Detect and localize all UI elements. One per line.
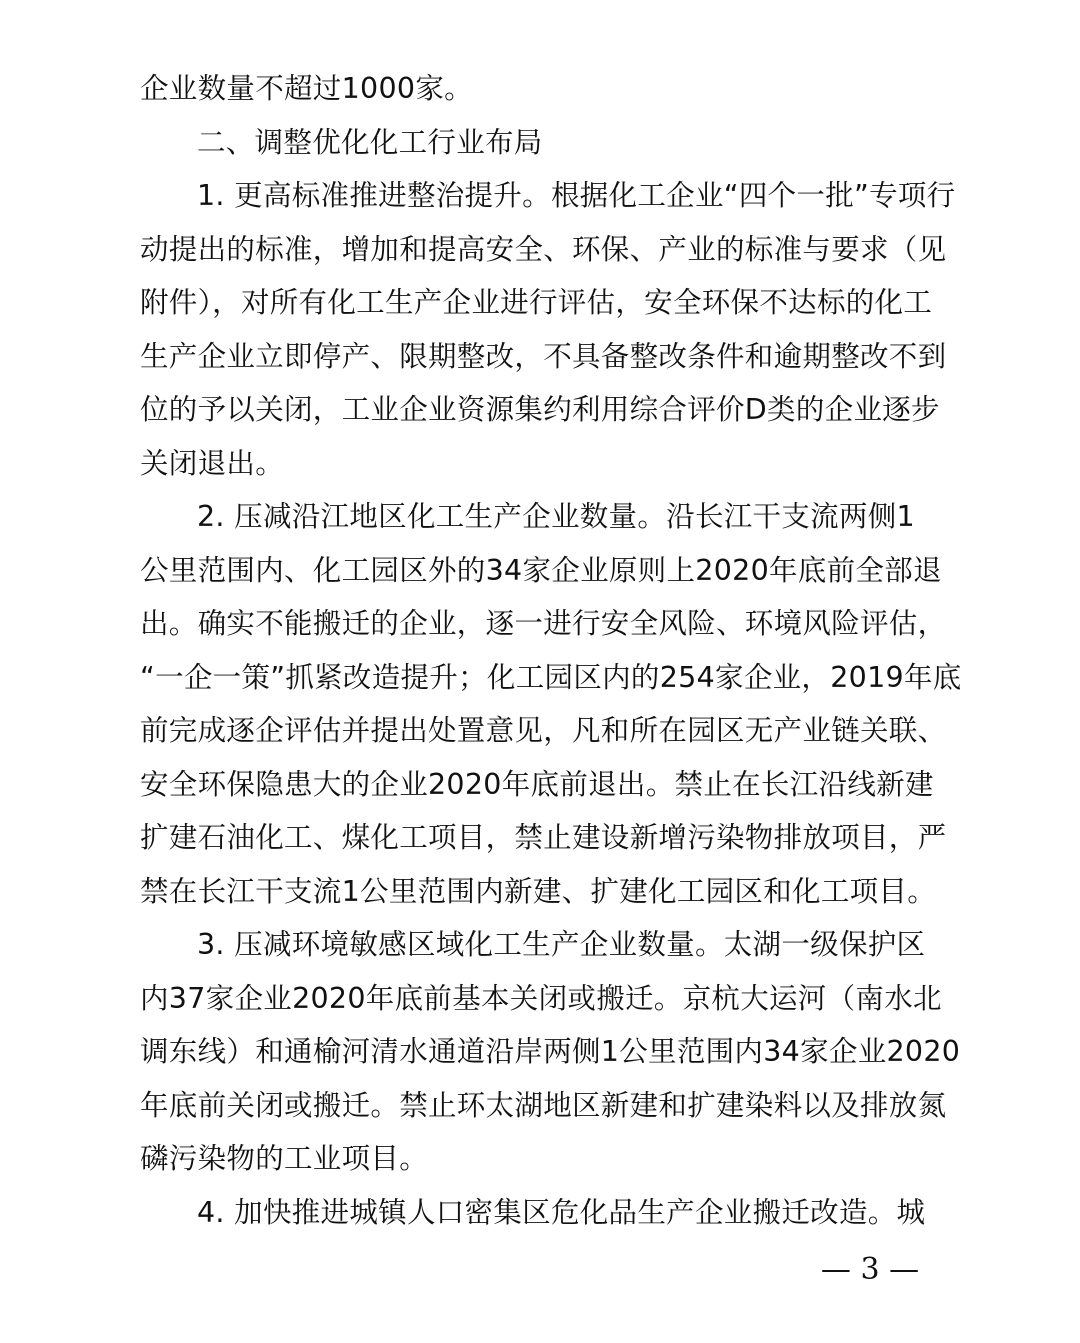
text-line: 年底前关闭或搬迁。禁止环太湖地区新建和扩建染料以及排放氮 bbox=[140, 1088, 947, 1122]
text-line: 扩建石油化工、煤化工项目，禁止建设新增污染物排放项目，严 bbox=[140, 821, 947, 854]
paragraph-1-start: 1. 更高标准推进整治提升。根据化工企业“四个一批”专项行 bbox=[197, 179, 956, 212]
text-line: 关闭退出。 bbox=[140, 446, 285, 480]
text-line: 禁在长江干支流1公里范围内新建、扩建化工园区和化工项目。 bbox=[140, 874, 937, 908]
paragraph-2-start: 2. 压减沿江地区化工生产企业数量。沿长江干支流两侧1 bbox=[197, 500, 915, 533]
text-line: 磷污染物的工业项目。 bbox=[140, 1142, 429, 1175]
paragraph-4-start: 4. 加快推进城镇人口密集区危化品生产企业搬迁改造。城 bbox=[197, 1195, 926, 1229]
text-line: 生产企业立即停产、限期整改，不具备整改条件和逾期整改不到 bbox=[140, 339, 947, 373]
page-number: — 3 — bbox=[820, 1252, 920, 1287]
text-line: 公里范围内、化工园区外的34家企业原则上2020年底前全部退 bbox=[140, 553, 942, 587]
text-line: 安全环保隐患大的企业2020年底前退出。禁止在长江沿线新建 bbox=[140, 767, 934, 801]
text-line: “一企一策”抓紧改造提升；化工园区内的254家企业，2019年底 bbox=[140, 660, 962, 694]
text-line: 出。确实不能搬迁的企业，逐一进行安全风险、环境风险评估， bbox=[140, 607, 947, 640]
text-line: 调东线）和通榆河清水通道沿岸两侧1公里范围内34家企业2020 bbox=[140, 1035, 961, 1068]
body-text bbox=[140, 62, 962, 1239]
section-heading: 二、调整优化化工行业布局 bbox=[197, 125, 543, 159]
text-line: 内37家企业2020年底前基本关闭或搬迁。京杭大运河（南水北 bbox=[140, 981, 942, 1015]
text-line: 附件），对所有化工生产企业进行评估，安全环保不达标的化工 bbox=[140, 286, 933, 319]
text-line: 前完成逐企评估并提出处置意见，凡和所在园区无产业链关联、 bbox=[140, 714, 947, 747]
paragraph-3-start: 3. 压减环境敏感区域化工生产企业数量。太湖一级保护区 bbox=[197, 928, 926, 961]
text-line: 动提出的标准，增加和提高安全、环保、产业的标准与要求（见 bbox=[140, 232, 947, 266]
text-line: 企业数量不超过1000家。 bbox=[140, 72, 473, 105]
text-line: 位的予以关闭，工业企业资源集约利用综合评价D类的企业逐步 bbox=[140, 393, 940, 426]
